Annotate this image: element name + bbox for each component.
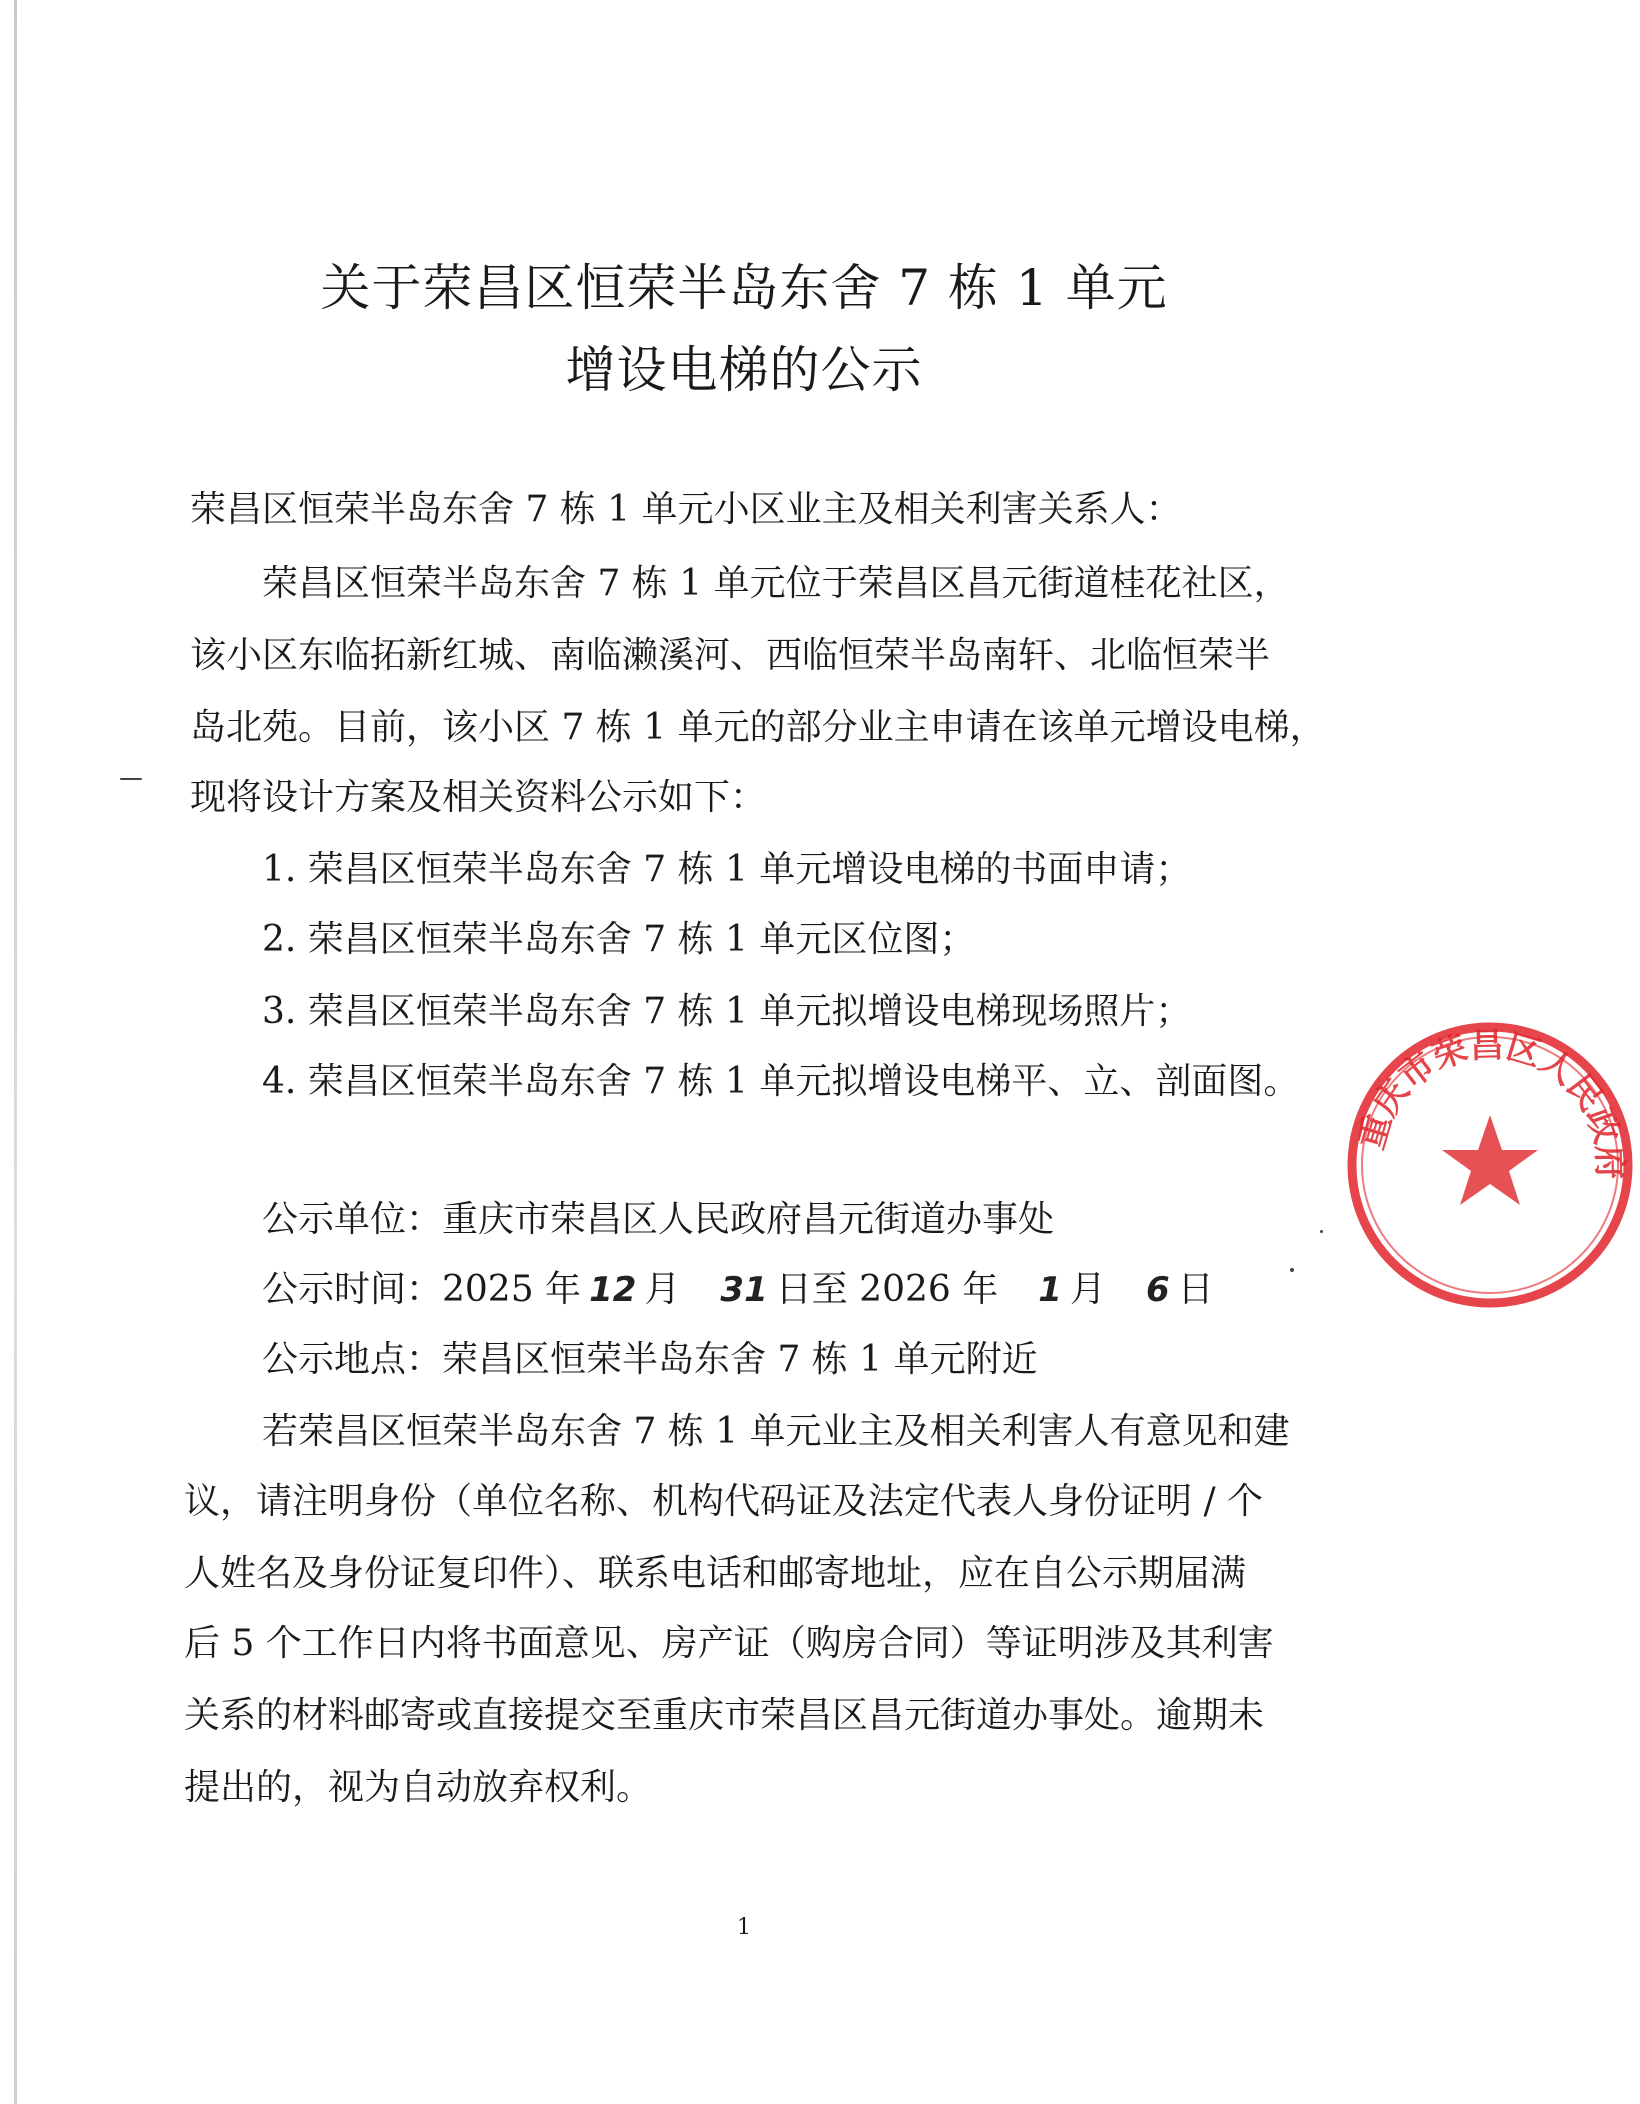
scan-mark — [120, 778, 142, 780]
intro-line-3: 岛北苑。目前，该小区 7 栋 1 单元的部分业主申请在该单元增设电梯， — [190, 707, 1326, 748]
month-label: 月 — [644, 1269, 681, 1310]
scan-mark — [1320, 1230, 1323, 1233]
notice-line-2: 议，请注明身份（单位名称、机构代码证及法定代表人身份证明 / 个 — [184, 1481, 1264, 1522]
svg-text:重庆市荣昌区人民政府: 重庆市荣昌区人民政府 — [1351, 1025, 1630, 1180]
publicity-unit: 公示单位：重庆市荣昌区人民政府昌元街道办事处 — [262, 1199, 1055, 1240]
page-number: 1 — [737, 1915, 751, 1940]
notice-line-1: 若荣昌区恒荣半岛东舍 7 栋 1 单元业主及相关利害人有意见和建 — [262, 1411, 1290, 1452]
handwritten-end-day: 6 — [1145, 1270, 1170, 1310]
to-label: 日至 2026 年 — [775, 1269, 999, 1310]
list-item: 1. 荣昌区恒荣半岛东舍 7 栋 1 单元增设电梯的书面申请； — [262, 849, 1192, 890]
day-label: 日 — [1177, 1269, 1214, 1310]
title-line-1: 关于荣昌区恒荣半岛东舍 7 栋 1 单元 — [320, 259, 1168, 317]
publicity-time-prefix: 公示时间：2025 年 — [262, 1269, 582, 1310]
title-line-2: 增设电梯的公示 — [565, 341, 923, 399]
notice-line-6: 提出的，视为自动放弃权利。 — [184, 1767, 653, 1808]
handwritten-start-day: 31 — [720, 1270, 768, 1310]
publicity-place: 公示地点：荣昌区恒荣半岛东舍 7 栋 1 单元附近 — [262, 1339, 1038, 1380]
scan-mark — [1290, 1268, 1294, 1272]
official-seal-stamp — [1340, 1015, 1640, 1315]
notice-line-4: 后 5 个工作日内将书面意见、房产证（购房合同）等证明涉及其利害 — [184, 1623, 1274, 1664]
list-item: 4. 荣昌区恒荣半岛东舍 7 栋 1 单元拟增设电梯平、立、剖面图。 — [262, 1061, 1300, 1102]
list-item: 2. 荣昌区恒荣半岛东舍 7 栋 1 单元区位图； — [262, 919, 976, 960]
handwritten-start-month: 12 — [589, 1270, 637, 1310]
publicity-time — [262, 1269, 1214, 1310]
intro-line-4: 现将设计方案及相关资料公示如下： — [190, 777, 767, 818]
handwritten-end-month: 1 — [1038, 1270, 1062, 1310]
list-item: 3. 荣昌区恒荣半岛东舍 7 栋 1 单元拟增设电梯现场照片； — [262, 991, 1192, 1032]
end-month-label: 月 — [1069, 1269, 1106, 1310]
intro-line-1: 荣昌区恒荣半岛东舍 7 栋 1 单元位于荣昌区昌元街道桂花社区， — [262, 563, 1290, 604]
salutation: 荣昌区恒荣半岛东舍 7 栋 1 单元小区业主及相关利害关系人： — [190, 489, 1182, 530]
intro-line-2: 该小区东临拓新红城、南临濑溪河、西临恒荣半岛南轩、北临恒荣半 — [190, 635, 1271, 676]
notice-line-5: 关系的材料邮寄或直接提交至重庆市荣昌区昌元街道办事处。逾期未 — [184, 1695, 1265, 1736]
notice-line-3: 人姓名及身份证复印件）、联系电话和邮寄地址，应在自公示期届满 — [184, 1553, 1247, 1594]
